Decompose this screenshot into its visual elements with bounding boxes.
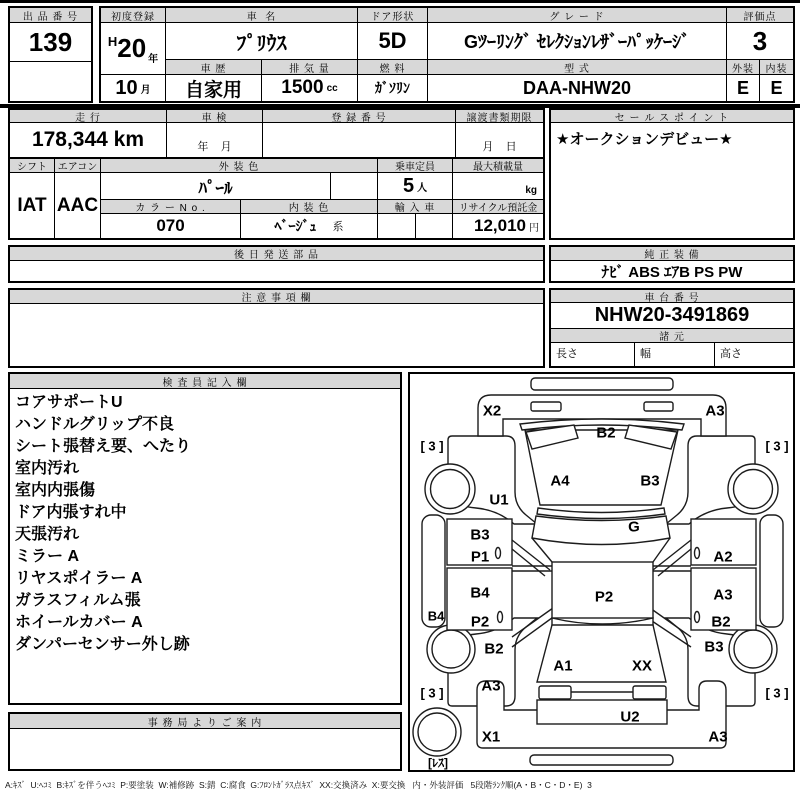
diagram-label: P2	[594, 588, 614, 606]
color-no-value: 070	[101, 214, 241, 238]
later-parts-box	[8, 245, 545, 283]
door-shape-header: ドア形状	[358, 8, 428, 23]
door-shape-value: 5D	[358, 23, 428, 60]
model-code-header: 型 式	[428, 60, 727, 75]
diagram-label: [ 3 ]	[765, 685, 789, 701]
diagram-label: A4	[550, 472, 570, 490]
year-value: 20	[117, 33, 147, 63]
car-history-header: 車 歴	[166, 60, 262, 75]
displacement-header: 排 気 量	[262, 60, 358, 75]
recycle-deposit-header: リサイクル預託金	[453, 200, 543, 214]
inspector-line: 室内汚れ	[15, 460, 80, 477]
displacement-value	[262, 75, 358, 101]
capacity-number: 5	[402, 174, 415, 197]
diagram-label: B3	[640, 472, 660, 490]
chassis-box	[549, 288, 795, 368]
inspector-header: 検 査 員 記 入 欄	[10, 374, 400, 389]
vehicle-info-table	[99, 6, 795, 103]
sales-point-box	[549, 108, 795, 240]
diagram-label: A3	[705, 402, 725, 420]
diagram-label: U2	[620, 708, 640, 726]
aircon-value: AAC	[55, 173, 101, 238]
diagram-label: XX	[631, 657, 653, 675]
diagram-label: B3	[704, 638, 724, 656]
lot-number-empty	[10, 62, 91, 101]
diagram-label: [ 3 ]	[420, 438, 444, 454]
shaken-value: 年 月	[167, 123, 263, 159]
diagram-label: A3	[708, 728, 728, 746]
displacement-number: 1500	[281, 77, 324, 98]
exterior-color-header: 外 装 色	[101, 159, 378, 173]
score-value: 3	[727, 23, 793, 60]
interior-color-value	[241, 214, 378, 238]
lot-number-header: 出 品 番 号	[10, 8, 91, 23]
import-car-header: 輸 入 車	[378, 200, 453, 214]
max-load-header: 最大積載量	[453, 159, 543, 173]
top-border-bar	[0, 0, 800, 3]
inspector-line: ダンパーセンサー外し跡	[15, 636, 190, 653]
aircon-header: エアコン	[55, 159, 101, 173]
spec-length-label: 長さ	[551, 343, 635, 366]
interior-color-suffix: 系	[332, 221, 344, 233]
inspector-lines	[10, 389, 400, 703]
interior-grade-value: E	[770, 77, 783, 98]
diagram-label: X1	[481, 728, 501, 746]
notes-value	[10, 304, 543, 366]
inspector-line: リヤスポイラー A	[15, 570, 143, 587]
diagram-label: B4	[470, 584, 490, 602]
sales-point-value: ★オークションデビュー★	[556, 130, 733, 148]
transfer-deadline-value: 月 日	[456, 123, 543, 159]
spec-height-label: 高さ	[720, 348, 742, 360]
later-parts-header: 後 日 発 送 部 品	[10, 247, 543, 261]
notes-header: 注 意 事 項 欄	[10, 290, 543, 304]
inspector-line: 室内内張傷	[15, 482, 96, 499]
diagram-label: [ 3 ]	[420, 685, 444, 701]
damage-diagram	[408, 372, 795, 772]
shift-value: IAT	[10, 173, 55, 238]
lot-number-box	[8, 6, 93, 103]
recycle-unit: 円	[529, 222, 539, 234]
score-header: 評価点	[727, 8, 793, 23]
oem-equipment-value: ﾅﾋﾞ ABS ｴｱB PS PW	[601, 263, 743, 281]
diagram-label: B4	[427, 608, 445, 624]
color-no-header: カ ラ ー N o .	[101, 200, 241, 214]
inspector-line: シート張替え要、へたり	[15, 438, 192, 455]
year-suffix: 年	[148, 54, 159, 65]
chassis-value: NHW20-3491869	[551, 303, 793, 329]
car-history-value: 自家用	[166, 75, 262, 101]
registration-number-header: 登 録 番 号	[263, 110, 456, 123]
lot-number-value: 139	[10, 23, 91, 62]
interior-color-name: ﾍﾞｰｼﾞｭ	[274, 218, 317, 234]
office-header: 事 務 局 よ り ご 案 内	[10, 714, 400, 729]
grade-header: グ レ ー ド	[428, 8, 727, 23]
diagram-label: B2	[484, 640, 504, 658]
inspector-line: ミラー A	[15, 548, 80, 565]
exterior-grade-value: E	[727, 75, 760, 101]
import-car-cell-1	[378, 214, 416, 238]
specs-header: 諸 元	[551, 329, 793, 343]
transfer-deadline-header: 譲渡書類期限	[456, 110, 543, 123]
diagram-label: A2	[713, 548, 733, 566]
exterior-color-value: ﾊﾟｰﾙ	[101, 173, 331, 200]
diagram-label: P2	[470, 613, 490, 631]
car-name-header: 車 名	[166, 8, 358, 23]
recycle-deposit-value	[453, 214, 543, 238]
first-registration-month	[101, 75, 166, 101]
capacity-header: 乗車定員	[378, 159, 453, 173]
interior-grade-header: 内装	[760, 60, 793, 75]
chassis-header: 車 台 番 号	[551, 290, 793, 303]
era-letter: H	[107, 34, 118, 49]
month-suffix: 月	[140, 84, 151, 96]
grade-value: Gﾂｰﾘﾝｸﾞ ｾﾚｸｼｮﾝﾚｻﾞｰﾊﾟｯｹｰｼﾞ	[428, 23, 727, 60]
oem-equipment-header: 純 正 装 備	[551, 247, 793, 261]
first-registration-header: 初度登録	[101, 8, 166, 23]
max-load-value: kg	[453, 173, 543, 200]
registration-number-value	[263, 123, 456, 159]
notes-box	[8, 288, 545, 368]
spec-width-label: 幅	[635, 343, 715, 366]
diagram-label: [ 3 ]	[765, 438, 789, 454]
month-value: 10	[115, 76, 138, 99]
interior-color-header: 内 装 色	[241, 200, 378, 214]
diagram-label: B2	[596, 424, 616, 442]
inspector-line: ガラスフィルム張	[15, 592, 141, 609]
office-box	[8, 712, 402, 771]
exterior-color-extra	[331, 173, 378, 200]
capacity-value	[378, 173, 453, 200]
shift-header: シフト	[10, 159, 55, 173]
oem-equipment-box	[549, 245, 795, 283]
diagram-label: X2	[482, 402, 502, 420]
diagram-label: A3	[713, 586, 733, 604]
sales-point-header: セ ー ル ス ポ イ ン ト	[551, 110, 793, 123]
fuel-header: 燃 料	[358, 60, 428, 75]
shaken-header: 車 検	[167, 110, 263, 123]
mileage-value: 178,344 km	[10, 123, 167, 159]
condition-table	[8, 108, 545, 240]
capacity-unit: 人	[417, 182, 428, 194]
diagram-label: B2	[711, 613, 731, 631]
office-value	[10, 729, 400, 769]
mileage-header: 走 行	[10, 110, 167, 123]
first-registration-year	[101, 23, 166, 75]
diagram-label: P1	[470, 548, 490, 566]
legend-text: A:ｷｽﾞ U:ﾍｺﾐ B:ｷｽﾞを伴うﾍｺﾐ P:要塗装 W:補修跡 S:錆 C:腐食 G:ﾌﾛﾝﾄｶﾞﾗｽ点ｷｽﾞ XX:交換済み X:要交換 内・外装評価 5段階ﾗﾝｸ順(A・B・C・D・E) 3	[5, 780, 592, 790]
diagram-label: A3	[481, 677, 501, 695]
later-parts-value	[10, 261, 543, 281]
diagram-label: U1	[489, 491, 509, 509]
diagram-label: [ﾚｽ]	[428, 756, 448, 770]
model-code-value: DAA-NHW20	[428, 75, 727, 101]
inspector-line: ハンドルグリップ不良	[15, 416, 175, 433]
fuel-value: ｶﾞｿﾘﾝ	[358, 75, 428, 101]
inspector-line: ドア内張すれ中	[15, 504, 127, 521]
import-car-cell-2	[416, 214, 453, 238]
recycle-amount: 12,010	[474, 216, 526, 235]
diagram-label: B3	[470, 526, 490, 544]
car-name-value: ﾌﾟﾘｳｽ	[166, 23, 358, 60]
diagram-label: A1	[553, 657, 573, 675]
displacement-unit: cc	[326, 82, 338, 94]
diagram-label: G	[628, 518, 640, 536]
inspector-line: コアサポートU	[15, 394, 123, 411]
exterior-grade-header: 外装	[727, 60, 760, 75]
inspector-line: 天張汚れ	[15, 526, 80, 543]
inspector-box	[8, 372, 402, 705]
inspector-line: ホイールカバー A	[15, 614, 143, 631]
